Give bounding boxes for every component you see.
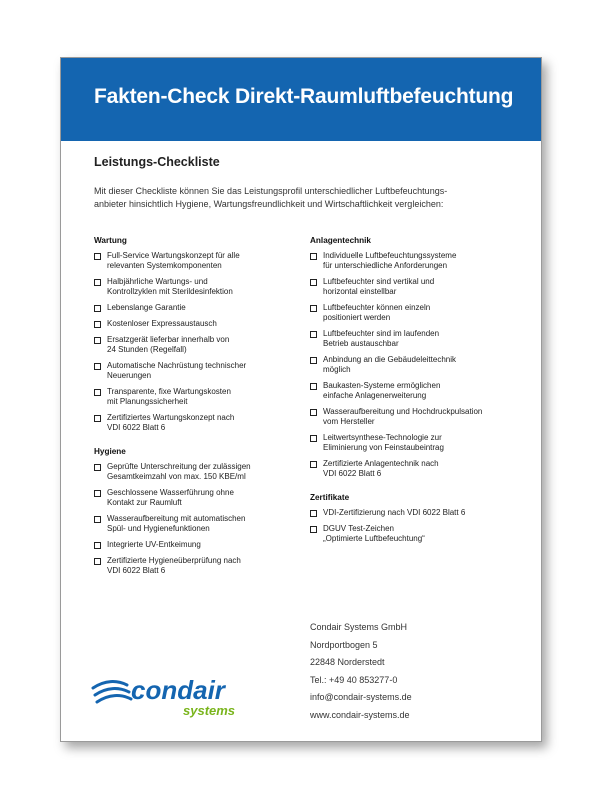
checklist-item-text: Eliminierung von Feinstaubeintrag xyxy=(323,443,444,452)
checklist-item-text: 24 Stunden (Regelfall) xyxy=(107,345,187,354)
checklist-item xyxy=(94,488,294,508)
checklist-item-text: Betrieb austauschbar xyxy=(323,339,399,348)
checkbox-icon[interactable] xyxy=(94,464,101,471)
checkbox-icon[interactable] xyxy=(94,305,101,312)
section-title-wartung: Wartung xyxy=(94,236,127,245)
checklist-item xyxy=(310,524,525,544)
checklist-item-text: Integrierte UV-Entkeimung xyxy=(107,540,201,549)
checklist-item xyxy=(310,508,525,518)
logo-swoosh-icon xyxy=(93,682,131,702)
checklist-item xyxy=(310,459,525,479)
checklist-item-text: einfache Anlagenerweiterung xyxy=(323,391,427,400)
checkbox-icon[interactable] xyxy=(310,357,317,364)
checkbox-icon[interactable] xyxy=(94,363,101,370)
checkbox-icon[interactable] xyxy=(310,510,317,517)
checklist-wartung xyxy=(94,251,294,433)
checklist-item-text: Halbjährliche Wartungs- und xyxy=(107,277,208,286)
logo-sub-text: systems xyxy=(183,703,236,718)
right-column xyxy=(310,236,525,550)
checklist-item xyxy=(310,277,525,297)
checklist-item-text: positioniert werden xyxy=(323,313,391,322)
checklist-item-text: VDI 6022 Blatt 6 xyxy=(107,423,166,432)
checklist-item-text: Luftbefeuchter können einzeln xyxy=(323,303,431,312)
checklist-item-text: Zertifizierte Anlagentechnik nach xyxy=(323,459,439,468)
condair-logo xyxy=(91,662,251,722)
checklist-item-text: VDI 6022 Blatt 6 xyxy=(107,566,166,575)
checklist-item-text: Neuerungen xyxy=(107,371,152,380)
checklist-item-text: Luftbefeuchter sind im laufenden xyxy=(323,329,440,338)
checkbox-icon[interactable] xyxy=(94,321,101,328)
checklist-item xyxy=(310,381,525,401)
section-title-anlagentechnik: Anlagentechnik xyxy=(310,236,371,245)
phone: Tel.: +49 40 853277-0 xyxy=(310,674,398,685)
website-link[interactable]: www.condair-systems.de xyxy=(310,709,410,720)
checkbox-icon[interactable] xyxy=(94,337,101,344)
checkbox-icon[interactable] xyxy=(94,279,101,286)
checklist-item-text: Luftbefeuchter sind vertikal und xyxy=(323,277,435,286)
checklist-zertifikate xyxy=(310,508,525,544)
checklist-item-text: Ersatzgerät lieferbar innerhalb von xyxy=(107,335,230,344)
checklist-item-text: Zertifiziertes Wartungskonzept nach xyxy=(107,413,235,422)
intro-text xyxy=(94,185,514,211)
checkbox-icon[interactable] xyxy=(310,383,317,390)
checklist-item-text: Transparente, fixe Wartungskosten xyxy=(107,387,231,396)
section-subtitle: Leistungs-Checkliste xyxy=(94,155,220,169)
checkbox-icon[interactable] xyxy=(94,542,101,549)
checklist-item xyxy=(94,361,294,381)
checklist-item xyxy=(94,540,294,550)
checkbox-icon[interactable] xyxy=(310,279,317,286)
street: Nordportbogen 5 xyxy=(310,639,378,650)
checklist-item-text: Wasseraufbereitung mit automatischen xyxy=(107,514,246,523)
checklist-item xyxy=(310,329,525,349)
logo-brand-text: condair xyxy=(131,675,225,705)
checkbox-icon[interactable] xyxy=(94,389,101,396)
checklist-item xyxy=(94,319,294,329)
company-address xyxy=(310,619,412,724)
checkbox-icon[interactable] xyxy=(94,516,101,523)
checklist-item-text: Wasseraufbereitung und Hochdruckpulsation xyxy=(323,407,483,416)
checklist-item-text: DGUV Test-Zeichen xyxy=(323,524,394,533)
checklist-item-text: Automatische Nachrüstung technischer xyxy=(107,361,247,370)
checklist-item-text: „Optimierte Luftbefeuchtung“ xyxy=(323,534,425,543)
checklist-item-text: Spül- und Hygienefunktionen xyxy=(107,524,210,533)
checklist-item-text: vom Hersteller xyxy=(323,417,375,426)
intro-line-1: Mit dieser Checkliste können Sie das Leistungsprofil unterschiedlicher Luftbefeuchtungs- xyxy=(94,186,448,196)
checklist-item-text: VDI-Zertifizierung nach VDI 6022 Blatt 6 xyxy=(323,508,466,517)
checklist-item-text: Full-Service Wartungskonzept für alle xyxy=(107,251,240,260)
section-title-hygiene: Hygiene xyxy=(94,447,126,456)
checklist-item-text: relevanten Systemkomponenten xyxy=(107,261,222,270)
checklist-item-text: Geprüfte Unterschreitung der zulässigen xyxy=(107,462,251,471)
document-title: Fakten-Check Direkt-Raumluftbefeuchtung xyxy=(94,85,514,108)
checklist-item xyxy=(310,303,525,323)
checkbox-icon[interactable] xyxy=(94,415,101,422)
checklist-anlagentechnik xyxy=(310,251,525,479)
checklist-item-text: VDI 6022 Blatt 6 xyxy=(323,469,382,478)
checklist-item-text: Geschlossene Wasserführung ohne xyxy=(107,488,234,497)
checkbox-icon[interactable] xyxy=(310,461,317,468)
checklist-item xyxy=(94,413,294,433)
checkbox-icon[interactable] xyxy=(310,435,317,442)
checklist-item xyxy=(94,514,294,534)
checklist-item xyxy=(310,251,525,271)
intro-line-2: anbieter hinsichtlich Hygiene, Wartungsfreundlichkeit und Wirtschaftlichkeit vergleichen: xyxy=(94,199,444,209)
checkbox-icon[interactable] xyxy=(310,409,317,416)
checklist-item-text: Leitwertsynthese-Technologie zur xyxy=(323,433,442,442)
checkbox-icon[interactable] xyxy=(310,305,317,312)
checklist-item-text: horizontal einstellbar xyxy=(323,287,397,296)
checkbox-icon[interactable] xyxy=(94,558,101,565)
left-column xyxy=(94,236,294,582)
checklist-item xyxy=(94,277,294,297)
checklist-item xyxy=(310,355,525,375)
checklist-item xyxy=(310,407,525,427)
checklist-item xyxy=(94,556,294,576)
checklist-item xyxy=(94,335,294,355)
checklist-hygiene xyxy=(94,462,294,576)
checklist-item xyxy=(94,462,294,482)
checklist-item xyxy=(94,251,294,271)
email-link[interactable]: info@condair-systems.de xyxy=(310,692,412,702)
checklist-item-text: Anbindung an die Gebäudeleittechnik xyxy=(323,355,456,364)
document-page xyxy=(60,57,542,742)
checklist-item-text: Kontrollzyklen mit Sterildesinfektion xyxy=(107,287,233,296)
checkbox-icon[interactable] xyxy=(310,526,317,533)
checklist-item-text: Gesamtkeimzahl von max. 150 KBE/ml xyxy=(107,472,246,481)
checklist-item-text: möglich xyxy=(323,365,351,374)
company-name: Condair Systems GmbH xyxy=(310,622,408,632)
title-banner xyxy=(61,58,541,141)
checklist-item-text: für unterschiedliche Anforderungen xyxy=(323,261,448,270)
checklist-item-text: mit Planungssicherheit xyxy=(107,397,188,406)
checklist-item xyxy=(94,387,294,407)
checkbox-icon[interactable] xyxy=(94,253,101,260)
checklist-item-text: Kontakt zur Raumluft xyxy=(107,498,182,507)
checklist-item xyxy=(94,303,294,313)
checklist-item-text: Baukasten-Systeme ermöglichen xyxy=(323,381,441,390)
section-title-zertifikate: Zertifikate xyxy=(310,493,350,502)
checklist-item-text: Kostenloser Expressaustausch xyxy=(107,319,217,328)
checklist-item-text: Zertifizierte Hygieneüberprüfung nach xyxy=(107,556,241,565)
checkbox-icon[interactable] xyxy=(94,490,101,497)
checklist-item-text: Lebenslange Garantie xyxy=(107,303,186,312)
checkbox-icon[interactable] xyxy=(310,253,317,260)
city: 22848 Norderstedt xyxy=(310,657,385,667)
checklist-item xyxy=(310,433,525,453)
checklist-item-text: Individuelle Luftbefeuchtungssysteme xyxy=(323,251,457,260)
checkbox-icon[interactable] xyxy=(310,331,317,338)
